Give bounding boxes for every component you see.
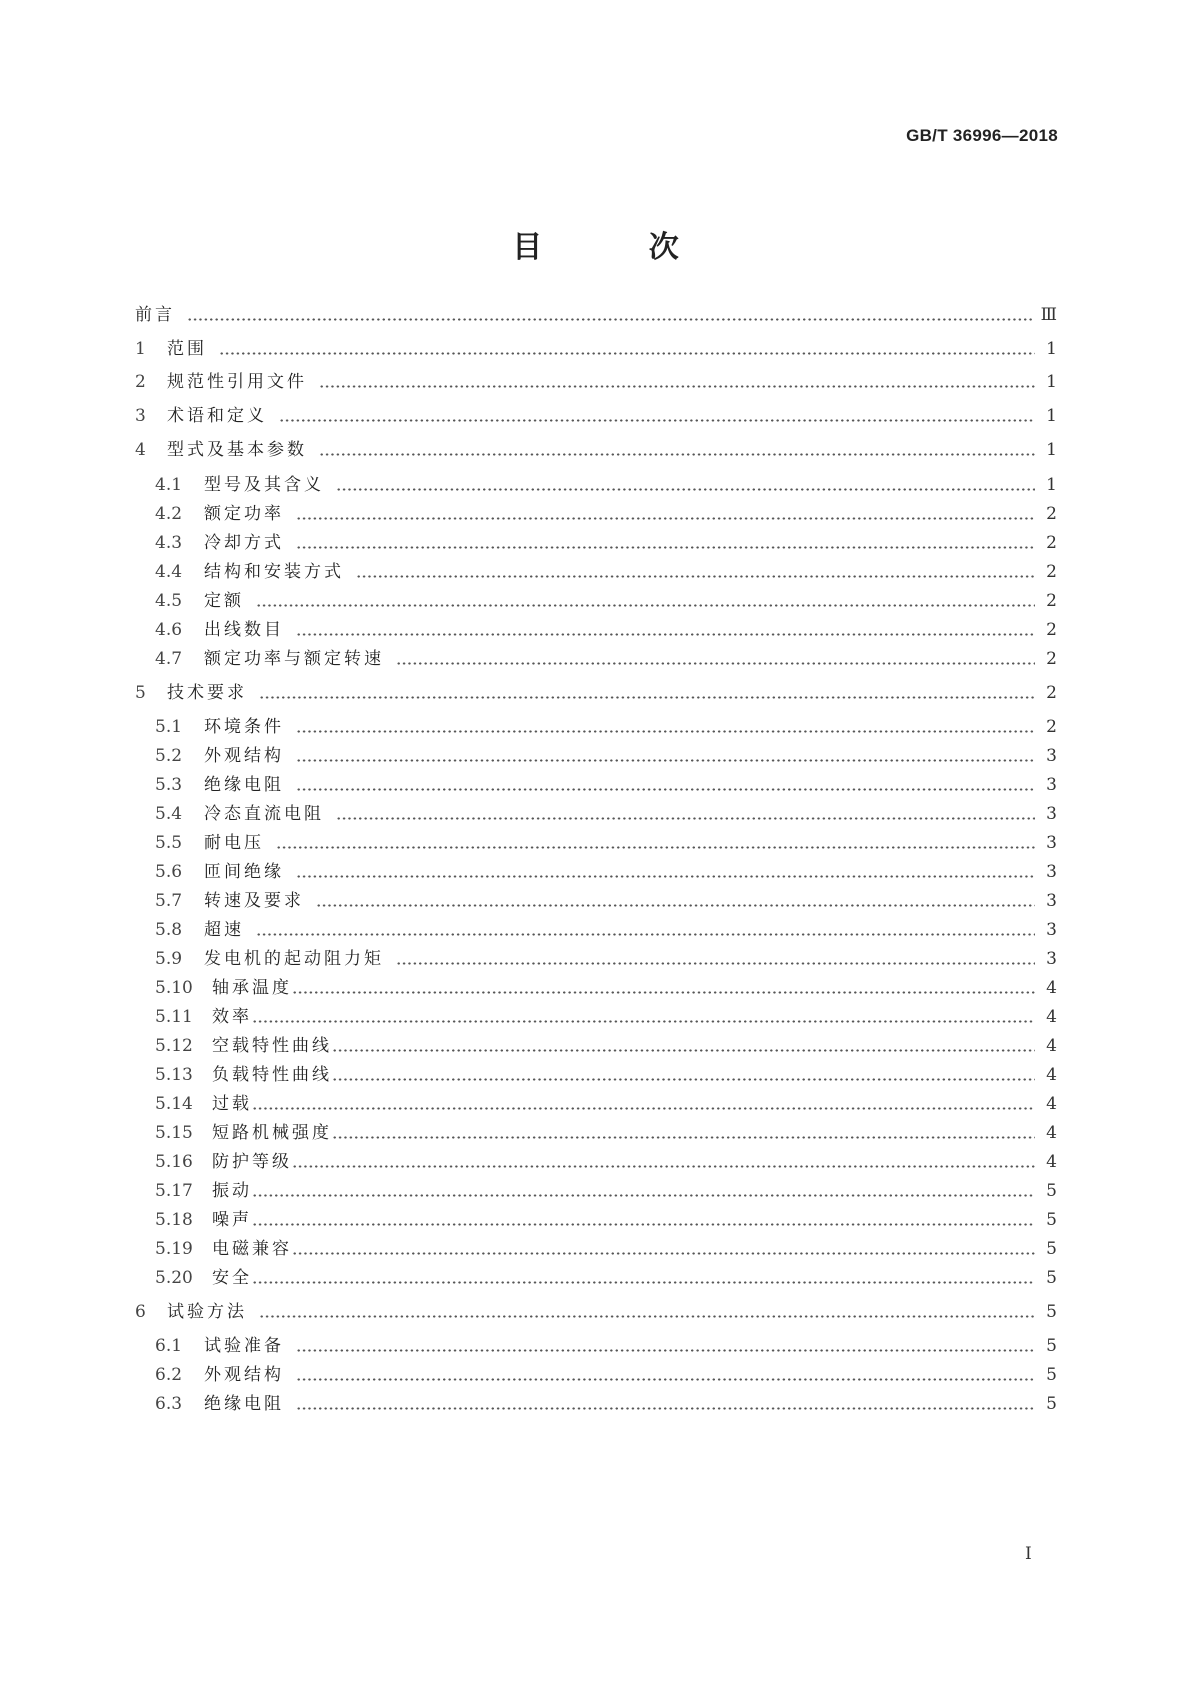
toc-entry-number: 4.5 bbox=[155, 591, 183, 611]
toc-entry-label: 轴承温度 bbox=[212, 978, 292, 998]
dot-leader bbox=[219, 352, 1035, 355]
dot-leader bbox=[396, 962, 1035, 965]
toc-entry-page: 2 bbox=[1046, 591, 1057, 611]
toc-entry-page: 5 bbox=[1046, 1239, 1057, 1259]
dot-leader bbox=[296, 633, 1035, 636]
toc-entry[interactable] bbox=[135, 336, 1057, 362]
dot-leader bbox=[332, 1049, 1035, 1052]
dot-leader bbox=[336, 488, 1035, 491]
toc-entry-label: 型号及其含义 bbox=[204, 475, 324, 495]
toc-entry[interactable] bbox=[155, 1207, 1057, 1233]
toc-entry-page: 2 bbox=[1046, 649, 1057, 669]
dot-leader bbox=[292, 1252, 1035, 1255]
toc-entry[interactable] bbox=[135, 369, 1057, 395]
dot-leader bbox=[296, 1349, 1035, 1352]
toc-entry-number: 4.4 bbox=[155, 562, 183, 582]
toc-entry-page: 2 bbox=[1046, 683, 1057, 703]
toc-entry-page: 5 bbox=[1046, 1302, 1057, 1322]
toc-entry[interactable] bbox=[155, 830, 1057, 856]
toc-entry-label: 绝缘电阻 bbox=[204, 775, 284, 795]
toc-entry-number: 5.18 bbox=[155, 1210, 193, 1230]
toc-entry[interactable] bbox=[155, 646, 1057, 672]
toc-entry-label: 外观结构 bbox=[204, 1365, 284, 1385]
dot-leader bbox=[252, 1194, 1035, 1197]
toc-entry-page: 3 bbox=[1046, 746, 1057, 766]
toc-entry-page: 4 bbox=[1046, 1152, 1057, 1172]
dot-leader bbox=[276, 846, 1035, 849]
toc-entry-label: 出线数目 bbox=[204, 620, 284, 640]
toc-entry[interactable] bbox=[155, 501, 1057, 527]
toc-entry-label: 冷态直流电阻 bbox=[204, 804, 324, 824]
toc-entry-number: 3 bbox=[135, 406, 146, 426]
toc-entry-number: 5.6 bbox=[155, 862, 183, 882]
toc-entry-page: 5 bbox=[1046, 1268, 1057, 1288]
toc-entry-number: 5.13 bbox=[155, 1065, 193, 1085]
dot-leader bbox=[296, 1407, 1035, 1410]
toc-entry-page: 2 bbox=[1046, 620, 1057, 640]
toc-entry-page: 2 bbox=[1046, 533, 1057, 553]
dot-leader bbox=[252, 1020, 1035, 1023]
toc-entry-label: 试验方法 bbox=[167, 1302, 247, 1322]
dot-leader bbox=[316, 904, 1035, 907]
toc-entry-number: 5.14 bbox=[155, 1094, 193, 1114]
dot-leader bbox=[332, 1136, 1035, 1139]
toc-entry-number: 5.4 bbox=[155, 804, 183, 824]
dot-leader bbox=[259, 1315, 1035, 1318]
toc-entry-number: 5 bbox=[135, 683, 146, 703]
dot-leader bbox=[252, 1223, 1035, 1226]
dot-leader bbox=[319, 453, 1035, 456]
toc-entry-number: 5.12 bbox=[155, 1036, 193, 1056]
dot-leader bbox=[296, 759, 1035, 762]
toc-entry-page: 3 bbox=[1046, 891, 1057, 911]
toc-entry-number: 5.11 bbox=[155, 1007, 193, 1027]
toc-entry-page: 4 bbox=[1046, 1123, 1057, 1143]
dot-leader bbox=[296, 517, 1035, 520]
toc-entry-label: 匝间绝缘 bbox=[204, 862, 284, 882]
toc-entry-number: 5.20 bbox=[155, 1268, 193, 1288]
toc-entry-number: 5.1 bbox=[155, 717, 183, 737]
toc-entry[interactable] bbox=[155, 1333, 1057, 1359]
toc-entry-number: 6.2 bbox=[155, 1365, 183, 1385]
dot-leader bbox=[256, 604, 1035, 607]
toc-entry-number: 5.9 bbox=[155, 949, 183, 969]
toc-entry-label: 结构和安装方式 bbox=[204, 562, 344, 582]
toc-entry-page: 3 bbox=[1046, 804, 1057, 824]
toc-entry-label: 环境条件 bbox=[204, 717, 284, 737]
toc-entry-number: 1 bbox=[135, 339, 146, 359]
toc-entry-label: 绝缘电阻 bbox=[204, 1394, 284, 1414]
toc-entry[interactable] bbox=[155, 1120, 1057, 1146]
toc-entry[interactable] bbox=[155, 975, 1057, 1001]
toc-entry-number: 4.2 bbox=[155, 504, 183, 524]
toc-entry-label: 电磁兼容 bbox=[212, 1239, 292, 1259]
toc-entry[interactable] bbox=[155, 801, 1057, 827]
toc-entry-page: 5 bbox=[1046, 1181, 1057, 1201]
toc-entry-number: 4.6 bbox=[155, 620, 183, 640]
dot-leader bbox=[356, 575, 1035, 578]
toc-entry[interactable] bbox=[155, 1033, 1057, 1059]
toc-entry-label: 范围 bbox=[167, 339, 207, 359]
toc-entry-number: 6 bbox=[135, 1302, 146, 1322]
toc-entry-page: 5 bbox=[1046, 1394, 1057, 1414]
toc-entry[interactable] bbox=[155, 743, 1057, 769]
toc-entry-number: 5.10 bbox=[155, 978, 193, 998]
toc-entry-number: 6.3 bbox=[155, 1394, 183, 1414]
toc-entry-number: 5.5 bbox=[155, 833, 183, 853]
toc-entry[interactable] bbox=[155, 617, 1057, 643]
toc-entry-label: 振动 bbox=[212, 1181, 252, 1201]
toc-entry-number: 5.15 bbox=[155, 1123, 193, 1143]
dot-leader bbox=[252, 1107, 1035, 1110]
toc-entry-number: 4 bbox=[135, 440, 146, 460]
toc-entry[interactable] bbox=[155, 1178, 1057, 1204]
toc-entry-number: 6.1 bbox=[155, 1336, 183, 1356]
toc-entry-number: 5.17 bbox=[155, 1181, 193, 1201]
dot-leader bbox=[296, 730, 1035, 733]
toc-entry-label: 过载 bbox=[212, 1094, 252, 1114]
toc-entry-page: 1 bbox=[1046, 339, 1057, 359]
toc-entry-label: 防护等级 bbox=[212, 1152, 292, 1172]
toc-entry-number: 4.3 bbox=[155, 533, 183, 553]
toc-entry-page: 2 bbox=[1046, 504, 1057, 524]
toc-entry[interactable] bbox=[155, 1062, 1057, 1088]
dot-leader bbox=[332, 1078, 1035, 1081]
toc-entry-label: 试验准备 bbox=[204, 1336, 284, 1356]
toc-entry[interactable] bbox=[135, 1299, 1057, 1325]
dot-leader bbox=[396, 662, 1035, 665]
toc-entry-label: 冷却方式 bbox=[204, 533, 284, 553]
dot-leader bbox=[252, 1281, 1035, 1284]
toc-entry-page: 5 bbox=[1046, 1336, 1057, 1356]
toc-entry[interactable] bbox=[135, 437, 1057, 463]
toc-entry-label: 超速 bbox=[204, 920, 244, 940]
toc-entry[interactable] bbox=[155, 1004, 1057, 1030]
toc-entry-page: 4 bbox=[1046, 1065, 1057, 1085]
page-title: 目 次 bbox=[512, 230, 727, 265]
standard-number: GB/T 36996—2018 bbox=[906, 126, 1058, 145]
toc-entry-number: 5.16 bbox=[155, 1152, 193, 1172]
dot-leader bbox=[296, 1378, 1035, 1381]
toc-entry[interactable] bbox=[155, 1362, 1057, 1388]
toc-entry[interactable] bbox=[155, 588, 1057, 614]
toc-entry-page: Ⅲ bbox=[1040, 305, 1057, 325]
toc-entry-page: 2 bbox=[1046, 717, 1057, 737]
toc-entry-label: 转速及要求 bbox=[204, 891, 304, 911]
toc-entry[interactable] bbox=[135, 403, 1057, 429]
toc-entry-page: 1 bbox=[1046, 440, 1057, 460]
toc-entry-label: 定额 bbox=[204, 591, 244, 611]
toc-entry-number: 5.2 bbox=[155, 746, 183, 766]
toc-entry-page: 1 bbox=[1046, 372, 1057, 392]
toc-entry[interactable] bbox=[155, 1236, 1057, 1262]
toc-entry[interactable] bbox=[155, 714, 1057, 740]
toc-entry-page: 3 bbox=[1046, 833, 1057, 853]
toc-entry-label: 额定功率 bbox=[204, 504, 284, 524]
toc-entry-page: 2 bbox=[1046, 562, 1057, 582]
toc-entry-label: 规范性引用文件 bbox=[167, 372, 307, 392]
toc-entry[interactable] bbox=[155, 888, 1057, 914]
toc-entry-page: 5 bbox=[1046, 1210, 1057, 1230]
toc-entry[interactable] bbox=[155, 946, 1057, 972]
toc-entry-page: 4 bbox=[1046, 1094, 1057, 1114]
toc-entry-label: 耐电压 bbox=[204, 833, 264, 853]
toc-entry-page: 4 bbox=[1046, 1007, 1057, 1027]
dot-leader bbox=[296, 875, 1035, 878]
dot-leader bbox=[296, 546, 1035, 549]
toc-entry[interactable] bbox=[155, 1265, 1057, 1291]
toc-entry-page: 1 bbox=[1046, 475, 1057, 495]
toc-entry-page: 3 bbox=[1046, 775, 1057, 795]
toc-entry-label: 额定功率与额定转速 bbox=[204, 649, 384, 669]
toc-entry-page: 4 bbox=[1046, 978, 1057, 998]
page-number: I bbox=[1025, 1544, 1032, 1564]
dot-leader bbox=[187, 318, 1033, 321]
toc-entry[interactable] bbox=[155, 772, 1057, 798]
toc-entry-number: 5.7 bbox=[155, 891, 183, 911]
toc-entry-number: 5.8 bbox=[155, 920, 183, 940]
toc-entry-label: 外观结构 bbox=[204, 746, 284, 766]
toc-entry-label: 负载特性曲线 bbox=[212, 1065, 332, 1085]
toc-entry-label: 安全 bbox=[212, 1268, 252, 1288]
toc-entry-page: 3 bbox=[1046, 920, 1057, 940]
toc-entry-number: 5.19 bbox=[155, 1239, 193, 1259]
toc-entry-number: 4.1 bbox=[155, 475, 183, 495]
toc-entry[interactable] bbox=[135, 302, 1057, 328]
dot-leader bbox=[279, 419, 1035, 422]
toc-entry-label: 效率 bbox=[212, 1007, 252, 1027]
dot-leader bbox=[319, 385, 1035, 388]
toc-entry[interactable] bbox=[135, 680, 1057, 706]
toc-entry-label: 术语和定义 bbox=[167, 406, 267, 426]
dot-leader bbox=[292, 1165, 1035, 1168]
toc-entry-page: 1 bbox=[1046, 406, 1057, 426]
toc-entry-number: 2 bbox=[135, 372, 146, 392]
toc-entry-label: 型式及基本参数 bbox=[167, 440, 307, 460]
toc-entry-number: 4.7 bbox=[155, 649, 183, 669]
dot-leader bbox=[292, 991, 1035, 994]
toc-entry-label: 发电机的起动阻力矩 bbox=[204, 949, 384, 969]
dot-leader bbox=[336, 817, 1035, 820]
toc-entry-page: 3 bbox=[1046, 862, 1057, 882]
toc-entry-page: 4 bbox=[1046, 1036, 1057, 1056]
toc-entry-page: 3 bbox=[1046, 949, 1057, 969]
toc-entry-label: 短路机械强度 bbox=[212, 1123, 332, 1143]
toc-entry[interactable] bbox=[155, 530, 1057, 556]
toc-entry-label: 噪声 bbox=[212, 1210, 252, 1230]
toc-entry[interactable] bbox=[155, 1091, 1057, 1117]
toc-entry[interactable] bbox=[155, 917, 1057, 943]
toc-entry[interactable] bbox=[155, 859, 1057, 885]
dot-leader bbox=[296, 788, 1035, 791]
toc-entry-label: 前言 bbox=[135, 305, 175, 325]
toc-entry-label: 空载特性曲线 bbox=[212, 1036, 332, 1056]
toc-entry[interactable] bbox=[155, 472, 1057, 498]
dot-leader bbox=[259, 696, 1035, 699]
toc-entry[interactable] bbox=[155, 559, 1057, 585]
toc-entry-page: 5 bbox=[1046, 1365, 1057, 1385]
toc-entry-label: 技术要求 bbox=[167, 683, 247, 703]
toc-entry[interactable] bbox=[155, 1149, 1057, 1175]
dot-leader bbox=[256, 933, 1035, 936]
toc-entry-number: 5.3 bbox=[155, 775, 183, 795]
toc-entry[interactable] bbox=[155, 1391, 1057, 1417]
